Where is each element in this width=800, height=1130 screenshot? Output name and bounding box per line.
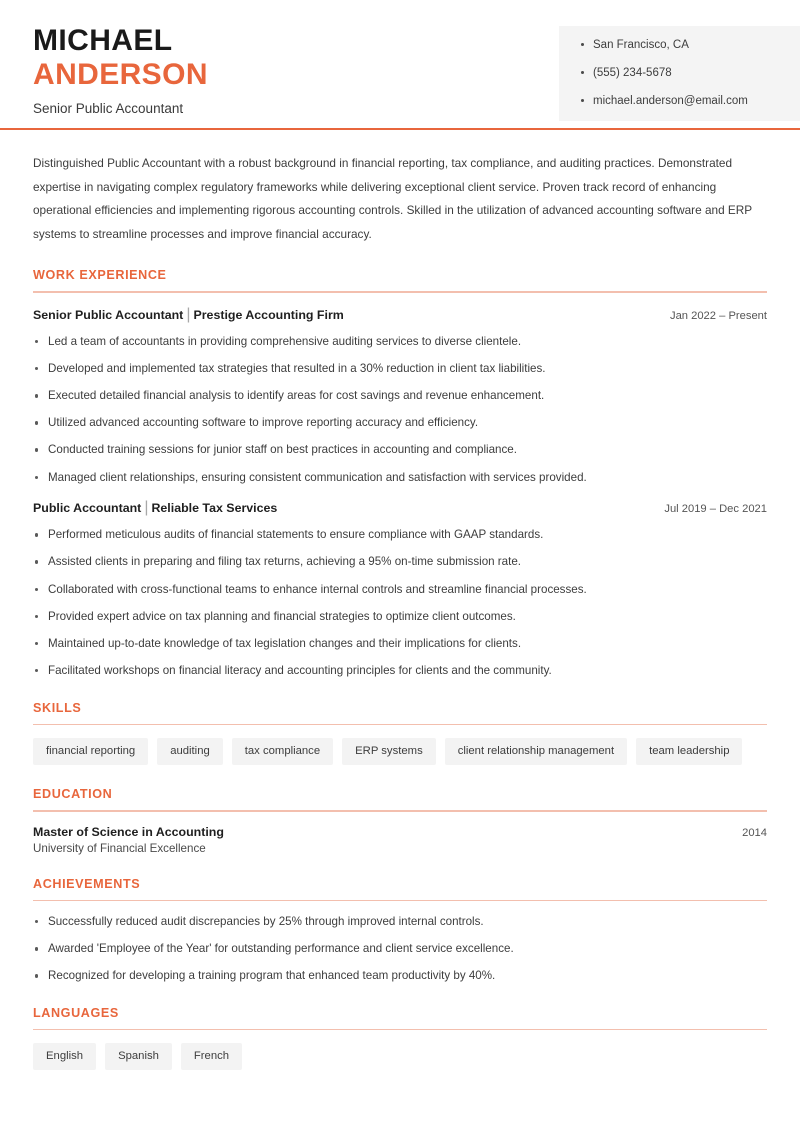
section-rule	[33, 810, 767, 812]
resume-header	[0, 0, 800, 128]
section-title-languages: LANGUAGES	[33, 1005, 119, 1020]
languages-chip-list	[33, 1043, 767, 1070]
identity-block	[0, 0, 208, 116]
skill-chip: ERP systems	[342, 738, 436, 765]
education-institution: University of Financial Excellence	[33, 841, 206, 855]
experience-bullet-list	[33, 527, 767, 678]
headline-job-title: Senior Public Accountant	[33, 100, 184, 116]
experience-company: Prestige Accounting Firm	[193, 307, 344, 322]
list-item: Developed and implemented tax strategies that resulted in a 30% reduction in client tax liabilities.	[33, 361, 767, 377]
professional-summary: Distinguished Public Accountant with a robust background in financial reporting, tax compliance, and auditing practices. Demonstrated expertise in navigating complex regulatory frameworks while delivering exceptional client service. Proven track record of enhancing operational efficiencies and implementing rigorous accounting controls. Skilled in the utilization of advanced accounting software and ERP systems to streamline processes and improve financial accuracy.	[33, 156, 752, 241]
skill-chip: financial reporting	[33, 738, 148, 765]
contact-location: San Francisco, CA	[581, 38, 800, 53]
list-item: Successfully reduced audit discrepancies by 25% through improved internal controls.	[33, 914, 767, 930]
list-item: Provided expert advice on tax planning and financial strategies to optimize client outcomes.	[33, 609, 767, 625]
section-title-achievements: ACHIEVEMENTS	[33, 876, 141, 891]
list-item: Performed meticulous audits of financial statements to ensure compliance with GAAP standards.	[33, 527, 767, 543]
education-year: 2014	[742, 826, 767, 839]
experience-entry-header	[33, 499, 767, 517]
language-chip: Spanish	[105, 1043, 172, 1070]
experience-date-range: Jul 2019 – Dec 2021	[664, 503, 767, 516]
contact-list	[581, 38, 800, 109]
section-education	[33, 787, 767, 855]
list-item: Conducted training sessions for junior staff on best practices in accounting and compliance.	[33, 442, 767, 458]
education-entry	[33, 825, 767, 855]
education-entry-header	[33, 825, 767, 839]
list-item: Led a team of accountants in providing comprehensive auditing services to diverse clientele.	[33, 334, 767, 350]
education-degree: Master of Science in Accounting	[33, 824, 224, 839]
list-item: Collaborated with cross-functional teams to enhance internal controls and streamline financial processes.	[33, 582, 767, 598]
section-rule	[33, 1029, 767, 1031]
section-achievements	[33, 877, 767, 984]
section-title-work-experience: WORK EXPERIENCE	[33, 268, 167, 283]
language-chip: English	[33, 1043, 96, 1070]
experience-bullet-list	[33, 334, 767, 485]
experience-company: Reliable Tax Services	[151, 501, 278, 516]
header-divider	[0, 128, 800, 130]
experience-entry-heading	[33, 499, 277, 517]
section-rule	[33, 291, 767, 293]
section-rule	[33, 900, 767, 902]
title-separator: |	[186, 305, 191, 323]
skill-chip: team leadership	[636, 738, 742, 765]
list-item: Utilized advanced accounting software to improve reporting accuracy and efficiency.	[33, 415, 767, 431]
achievements-list	[33, 914, 767, 984]
list-item: Awarded 'Employee of the Year' for outstanding performance and client service excellence.	[33, 941, 767, 957]
experience-entry	[33, 499, 767, 678]
experience-date-range: Jan 2022 – Present	[669, 309, 767, 322]
language-chip: French	[181, 1043, 242, 1070]
section-skills	[33, 701, 767, 765]
experience-role: Public Accountant	[33, 501, 142, 516]
list-item: Executed detailed financial analysis to identify areas for cost savings and revenue enhancement.	[33, 388, 767, 404]
section-title-skills: SKILLS	[33, 700, 82, 715]
first-name: MICHAEL	[33, 24, 173, 57]
skill-chip: auditing	[157, 738, 223, 765]
contact-phone[interactable]: (555) 234-5678	[581, 66, 800, 81]
skill-chip: client relationship management	[445, 738, 627, 765]
list-item: Maintained up-to-date knowledge of tax legislation changes and their implications for clients.	[33, 636, 767, 652]
last-name: ANDERSON	[33, 57, 208, 91]
experience-entry-heading	[33, 306, 344, 324]
list-item: Assisted clients in preparing and filing tax returns, achieving a 95% on-time submission rate.	[33, 554, 767, 570]
resume-body	[0, 152, 800, 1070]
list-item: Recognized for developing a training program that enhanced team productivity by 40%.	[33, 968, 767, 984]
experience-entry	[33, 306, 767, 485]
section-languages	[33, 1006, 767, 1070]
experience-entry-header	[33, 306, 767, 324]
contact-email[interactable]: michael.anderson@email.com	[581, 94, 800, 109]
section-work-experience	[33, 268, 767, 678]
experience-role: Senior Public Accountant	[33, 307, 184, 322]
section-rule	[33, 724, 767, 726]
list-item: Managed client relationships, ensuring consistent communication and satisfaction with services provided.	[33, 470, 767, 486]
skill-chip: tax compliance	[232, 738, 333, 765]
list-item: Facilitated workshops on financial literacy and accounting principles for clients and the community.	[33, 663, 767, 679]
section-title-education: EDUCATION	[33, 787, 113, 802]
contact-panel	[559, 26, 800, 121]
skills-chip-list	[33, 738, 767, 765]
title-separator: |	[144, 499, 149, 517]
